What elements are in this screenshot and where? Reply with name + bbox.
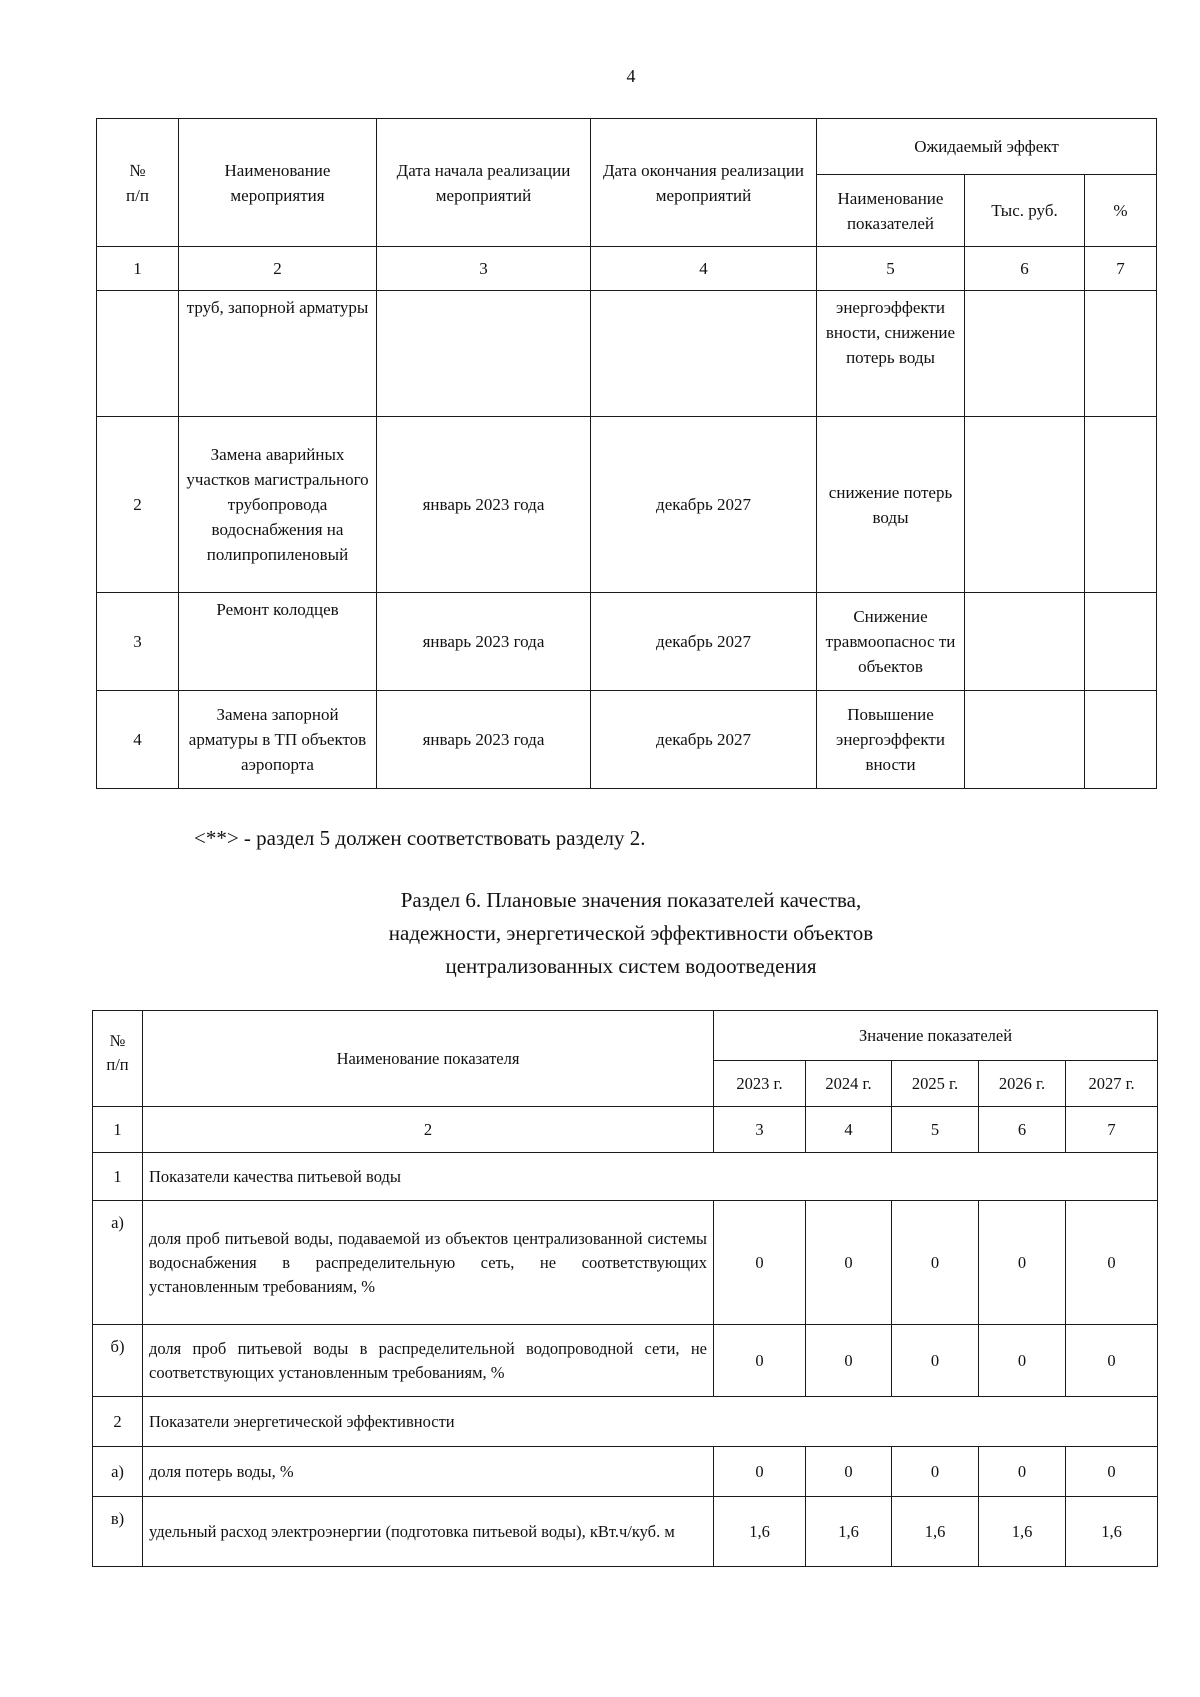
row-num: а)	[93, 1201, 143, 1325]
row-num: в)	[93, 1497, 143, 1567]
row-start-date: январь 2023 года	[377, 691, 591, 789]
row-measure-name: труб, запорной арматуры	[179, 291, 377, 417]
row-start-date: январь 2023 года	[377, 417, 591, 593]
header-indicator-names: Наименование показателей	[817, 175, 965, 247]
header-indicator-name: Наименование показателя	[143, 1011, 714, 1107]
section-title	[0, 884, 1200, 983]
row-value: 1,6	[806, 1497, 892, 1567]
row-indicator: Снижение травмоопаснос ти объектов	[817, 593, 965, 691]
row-num	[97, 291, 179, 417]
section-title-line: надежности, энергетической эффективности объектов	[388, 921, 874, 945]
row-thousand-rub	[965, 691, 1085, 789]
col-number: 5	[892, 1107, 979, 1153]
group-title: Показатели энергетической эффективности	[143, 1397, 1158, 1447]
row-value: 0	[806, 1447, 892, 1497]
row-value: 0	[892, 1447, 979, 1497]
row-end-date	[591, 291, 817, 417]
header-year: 2026 г.	[979, 1061, 1066, 1107]
group-title: Показатели качества питьевой воды	[143, 1153, 1158, 1201]
row-value: 1,6	[714, 1497, 806, 1567]
row-value: 0	[979, 1201, 1066, 1325]
col-number: 5	[817, 247, 965, 291]
row-measure-name: Замена запорной арматуры в ТП объектов аэропорта	[179, 691, 377, 789]
row-num: а)	[93, 1447, 143, 1497]
row-num: б)	[93, 1325, 143, 1397]
row-value: 0	[979, 1325, 1066, 1397]
header-percent: %	[1085, 175, 1157, 247]
col-number: 7	[1085, 247, 1157, 291]
table-row	[93, 1497, 1158, 1567]
page-number: 4	[626, 66, 636, 86]
header-measure-name: Наименование мероприятия	[179, 119, 377, 247]
row-value: 0	[714, 1201, 806, 1325]
row-start-date	[377, 291, 591, 417]
row-value: 0	[714, 1325, 806, 1397]
header-end-date: Дата окончания реализации мероприятий	[591, 119, 817, 247]
row-thousand-rub	[965, 593, 1085, 691]
row-measure-name: Замена аварийных участков магистрального трубопровода водоснабжения на полипропиленовый	[179, 417, 377, 593]
row-num: 3	[97, 593, 179, 691]
row-value: 0	[806, 1201, 892, 1325]
row-value: 1,6	[892, 1497, 979, 1567]
row-value: 0	[892, 1201, 979, 1325]
col-number: 1	[93, 1107, 143, 1153]
header-year: 2024 г.	[806, 1061, 892, 1107]
row-num: 2	[97, 417, 179, 593]
row-value: 0	[714, 1447, 806, 1497]
table-row	[93, 1325, 1158, 1397]
row-start-date: январь 2023 года	[377, 593, 591, 691]
header-num: № п/п	[97, 119, 179, 247]
header-year: 2023 г.	[714, 1061, 806, 1107]
row-end-date: декабрь 2027	[591, 417, 817, 593]
header-year: 2027 г.	[1066, 1061, 1158, 1107]
col-number: 1	[97, 247, 179, 291]
row-end-date: декабрь 2027	[591, 691, 817, 789]
col-number: 2	[143, 1107, 714, 1153]
table-row	[97, 417, 1157, 593]
group-num: 2	[93, 1397, 143, 1447]
row-percent	[1085, 417, 1157, 593]
row-end-date: декабрь 2027	[591, 593, 817, 691]
table-row	[97, 691, 1157, 789]
row-num: 4	[97, 691, 179, 789]
row-indicator: снижение потерь воды	[817, 417, 965, 593]
col-number: 2	[179, 247, 377, 291]
row-thousand-rub	[965, 291, 1085, 417]
row-indicator-name: доля проб питьевой воды в распределительной водопроводной сети, не соответствующих установленным требованиям, %	[143, 1325, 714, 1397]
col-number: 3	[377, 247, 591, 291]
section-title-line: Раздел 6. Плановые значения показателей качества,	[400, 888, 862, 912]
table-row	[93, 1447, 1158, 1497]
header-start-date: Дата начала реализации мероприятий	[377, 119, 591, 247]
row-measure-name: Ремонт колодцев	[179, 593, 377, 691]
col-number: 7	[1066, 1107, 1158, 1153]
row-value: 0	[1066, 1325, 1158, 1397]
table-row	[93, 1201, 1158, 1325]
column-numbers-row	[93, 1107, 1158, 1153]
row-thousand-rub	[965, 417, 1085, 593]
footnote: <**> - раздел 5 должен соответствовать разделу 2.	[194, 826, 646, 850]
col-number: 6	[979, 1107, 1066, 1153]
header-num: № п/п	[93, 1011, 143, 1107]
row-indicator: Повышение энергоэффекти вности	[817, 691, 965, 789]
row-value: 1,6	[1066, 1497, 1158, 1567]
row-indicator-name: удельный расход электроэнергии (подготовка питьевой воды), кВт.ч/куб. м	[143, 1497, 714, 1567]
group-num: 1	[93, 1153, 143, 1201]
col-number: 4	[591, 247, 817, 291]
group-row	[93, 1153, 1158, 1201]
header-expected-effect: Ожидаемый эффект	[817, 119, 1157, 175]
row-value: 1,6	[979, 1497, 1066, 1567]
header-thousand-rub: Тыс. руб.	[965, 175, 1085, 247]
row-indicator-name: доля потерь воды, %	[143, 1447, 714, 1497]
row-percent	[1085, 291, 1157, 417]
row-value: 0	[892, 1325, 979, 1397]
table-row	[97, 291, 1157, 417]
group-row	[93, 1397, 1158, 1447]
row-percent	[1085, 593, 1157, 691]
measures-table	[96, 118, 1157, 789]
header-indicator-values: Значение показателей	[714, 1011, 1158, 1061]
row-value: 0	[979, 1447, 1066, 1497]
col-number: 4	[806, 1107, 892, 1153]
section-title-line: централизованных систем водоотведения	[445, 954, 817, 978]
row-indicator: энергоэффекти вности, снижение потерь воды	[817, 291, 965, 417]
row-value: 0	[1066, 1447, 1158, 1497]
header-year: 2025 г.	[892, 1061, 979, 1107]
row-indicator-name: доля проб питьевой воды, подаваемой из объектов централизованной системы водоснабжения в распределительную сеть, не соответствующих установленным требованиям, %	[143, 1201, 714, 1325]
column-numbers-row	[97, 247, 1157, 291]
table-row	[97, 593, 1157, 691]
row-value: 0	[806, 1325, 892, 1397]
indicators-table	[92, 1010, 1158, 1567]
row-percent	[1085, 691, 1157, 789]
row-value: 0	[1066, 1201, 1158, 1325]
col-number: 3	[714, 1107, 806, 1153]
col-number: 6	[965, 247, 1085, 291]
